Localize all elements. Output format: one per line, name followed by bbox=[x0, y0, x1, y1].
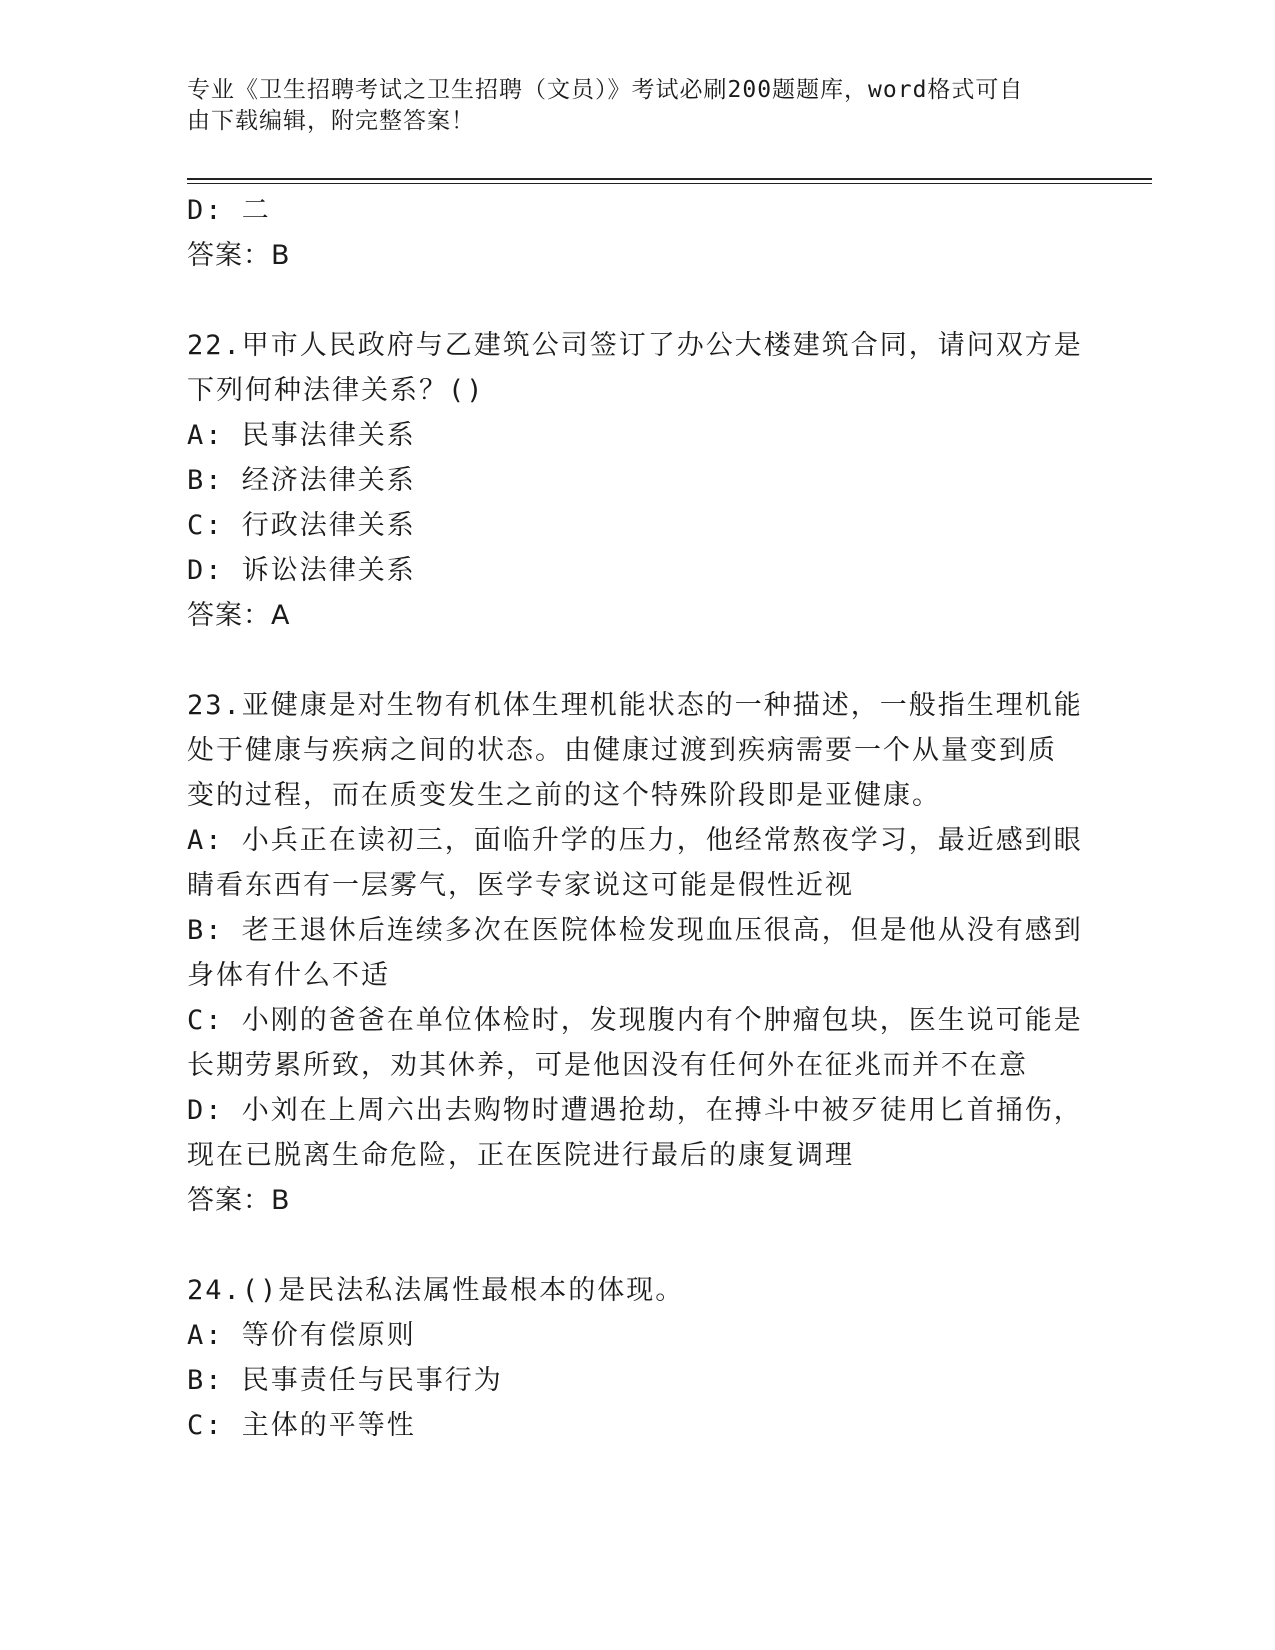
question-stem: 23.亚健康是对生物有机体生理机能状态的一种描述，一般指生理机能 bbox=[187, 690, 1083, 721]
option-c: C: 小刚的爸爸在单位体检时，发现腹内有个肿瘤包块，医生说可能是 bbox=[187, 1005, 1083, 1036]
option-b: B: 老王退休后连续多次在医院体检发现血压很高，但是他从没有感到 bbox=[187, 915, 1083, 946]
spacer bbox=[187, 278, 1087, 323]
document-body bbox=[187, 188, 1087, 1448]
spacer bbox=[187, 1223, 1087, 1268]
option-d: D: 二 bbox=[187, 195, 271, 226]
question-24 bbox=[187, 1268, 1087, 1448]
question-stem: 24.()是民法私法属性最根本的体现。 bbox=[187, 1275, 685, 1306]
question-stem: 22.甲市人民政府与乙建筑公司签订了办公大楼建筑合同，请问双方是 bbox=[187, 330, 1083, 361]
option-c-cont: 长期劳累所致，劝其休养，可是他因没有任何外在征兆而并不在意 bbox=[187, 1050, 1028, 1081]
option-c: C: 行政法律关系 bbox=[187, 510, 416, 541]
question-23 bbox=[187, 683, 1087, 1223]
option-b: B: 民事责任与民事行为 bbox=[187, 1365, 503, 1396]
option-a: A: 民事法律关系 bbox=[187, 420, 416, 451]
answer-line: 答案：B bbox=[187, 1185, 291, 1216]
answer-line: 答案：B bbox=[187, 240, 291, 271]
page-header bbox=[187, 75, 1067, 137]
question-stem: 变的过程，而在质变发生之前的这个特殊阶段即是亚健康。 bbox=[187, 780, 941, 811]
header-line: 专业《卫生招聘考试之卫生招聘（文员）》考试必刷200题题库，word格式可自 bbox=[187, 77, 1024, 103]
question-stem: 下列何种法律关系？() bbox=[187, 375, 485, 406]
header-rule-thin bbox=[187, 183, 1152, 184]
question-21-tail bbox=[187, 188, 1087, 278]
question-22 bbox=[187, 323, 1087, 638]
option-b: B: 经济法律关系 bbox=[187, 465, 416, 496]
answer-line: 答案：A bbox=[187, 600, 291, 631]
option-d: D: 诉讼法律关系 bbox=[187, 555, 416, 586]
option-b-cont: 身体有什么不适 bbox=[187, 960, 390, 991]
option-a: A: 小兵正在读初三，面临升学的压力，他经常熬夜学习，最近感到眼 bbox=[187, 825, 1083, 856]
header-line: 由下载编辑，附完整答案！ bbox=[187, 108, 475, 134]
option-a-cont: 睛看东西有一层雾气，医学专家说这可能是假性近视 bbox=[187, 870, 854, 901]
option-d: D: 小刘在上周六出去购物时遭遇抢劫，在搏斗中被歹徒用匕首捅伤， bbox=[187, 1095, 1083, 1126]
option-d-cont: 现在已脱离生命危险，正在医院进行最后的康复调理 bbox=[187, 1140, 854, 1171]
question-stem: 处于健康与疾病之间的状态。由健康过渡到疾病需要一个从量变到质 bbox=[187, 735, 1057, 766]
spacer bbox=[187, 638, 1087, 683]
header-rule-thick bbox=[187, 178, 1152, 180]
option-c: C: 主体的平等性 bbox=[187, 1410, 416, 1441]
option-a: A: 等价有偿原则 bbox=[187, 1320, 416, 1351]
